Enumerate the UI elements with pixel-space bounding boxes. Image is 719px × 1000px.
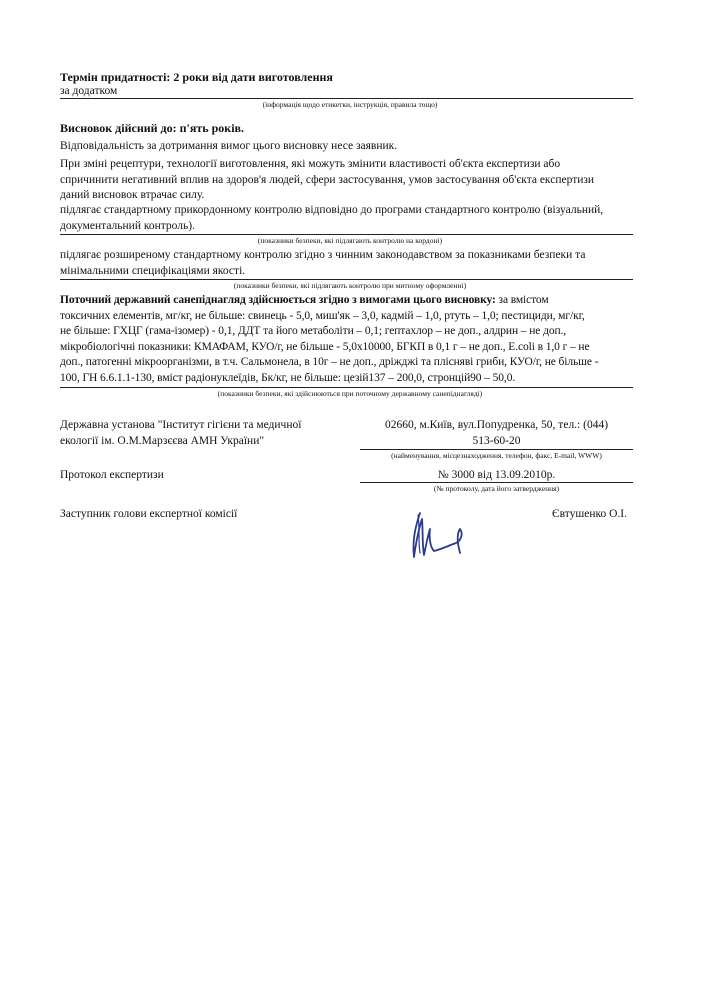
validity-value: п'ять років. <box>179 121 245 135</box>
protocol-caption: (№ протоколу, дата його затвердження) <box>433 484 560 493</box>
border-control-paragraph <box>60 203 635 234</box>
responsibility-text: Відповідальність за дотримання вимог цього висновку несе заявник. <box>60 140 398 152</box>
recipe-change-paragraph <box>60 157 635 204</box>
divider-line <box>60 234 633 235</box>
institution-address-line: 02660, м.Київ, вул.Попудренка, 50, тел.: (044) <box>384 419 609 431</box>
customs-control-caption: (показники безпеки, які підлягають контролю при митному оформленні) <box>233 281 467 290</box>
shelf-life-note: за додатком <box>60 85 118 97</box>
institution-name-line: Державна установа "Інститут гігієни та медичної <box>60 419 302 431</box>
supervision-lead: Поточний державний санепіднагляд здійснюється згідно з вимогами цього висновку: <box>60 294 496 306</box>
divider-line <box>60 98 633 99</box>
institution-name <box>60 418 301 449</box>
divider-line <box>360 449 633 450</box>
recipe-change-line: спричинити негативний вплив на здоров'я людей, сфери застосування, умов застосування об'єкта експертизи <box>60 173 595 186</box>
supervision-line: токсичних елементів, мг/кг, не більше: свинець - 5,0, миш'як – 3,0, кадмій – 1,0, ртуть – 1,0; пестициди, мг/кг, <box>60 309 585 322</box>
recipe-change-line: При зміні рецептури, технології виготовлення, які можуть змінити властивості об'єкта експертизи або <box>60 158 561 170</box>
protocol-label: Протокол експертизи <box>60 469 164 481</box>
supervision-first-rest: за вмістом <box>495 294 549 306</box>
divider-line <box>60 279 633 280</box>
validity-line <box>60 121 244 136</box>
institution-address <box>360 418 633 449</box>
customs-control-paragraph <box>60 248 635 279</box>
supervision-line: 100, ГН 6.6.1.1-130, вміст радіонуклеїдів, Бк/кг, не більше: цезій137 – 200,0, стронцій90 – 50,0. <box>60 371 516 384</box>
validity-label: Висновок дійсний до: <box>60 121 177 135</box>
recipe-change-line: даний висновок втрачає силу. <box>60 189 205 201</box>
customs-control-line: підлягає розширеному стандартному контролю згідно з чинним законодавством за показниками безпеки та <box>60 249 586 261</box>
supervision-first-line <box>60 293 635 309</box>
supervision-line: мікробіологічні показники: КМАФАМ, КУО/г, не більше - 5,0х10000, БГКП в 0,1 г – не доп., E.coli в 1,0 г – не <box>60 340 590 353</box>
border-control-line: документальний контроль). <box>60 219 195 232</box>
supervision-paragraph <box>60 293 635 386</box>
signatory-role: Заступник голови експертної комісії <box>60 508 238 520</box>
supervision-line: доп., патогенні мікроорганізми, в т.ч. Сальмонела, в 10г – не доп., дріжджі та плісняві гриби, КУО/г, не більше - <box>60 356 599 368</box>
shelf-life-line <box>60 70 333 85</box>
signatory-name: Євтушенко О.І. <box>552 508 627 520</box>
border-control-line: підлягає стандартному прикордонному контролю відповідно до програми стандартного контролю (візуальний, <box>60 204 604 216</box>
handwritten-signature <box>398 505 478 567</box>
customs-control-line: мінімальними специфікаціями якості. <box>60 264 246 277</box>
supervision-line: не більше: ГХЦГ (гама-ізомер) - 0,1, ДДТ та його метаболіти – 0,1; гептахлор – не доп., алдрин – не доп., <box>60 325 567 337</box>
shelf-life-caption: (інформація щодо етикетки, інструкція, правила тощо) <box>262 100 438 109</box>
divider-line <box>360 482 633 483</box>
protocol-value: № 3000 від 13.09.2010р. <box>437 469 556 481</box>
shelf-life-value: 2 роки від дати виготовлення <box>173 70 333 84</box>
institution-address-line: 513-60-20 <box>472 434 521 447</box>
institution-name-line: екології ім. О.М.Марзєєва АМН України" <box>60 434 265 447</box>
divider-line <box>60 387 633 388</box>
shelf-life-label: Термін придатності: <box>60 70 171 84</box>
institution-caption: (найменування, місцезнаходження, телефон, факс, E-mail, WWW) <box>391 451 602 460</box>
border-control-caption: (показники безпеки, які підлягають контролю на кордоні) <box>257 236 443 245</box>
supervision-caption: (показники безпеки, які здійснюються при поточному державному санепіднагляді) <box>217 389 483 398</box>
